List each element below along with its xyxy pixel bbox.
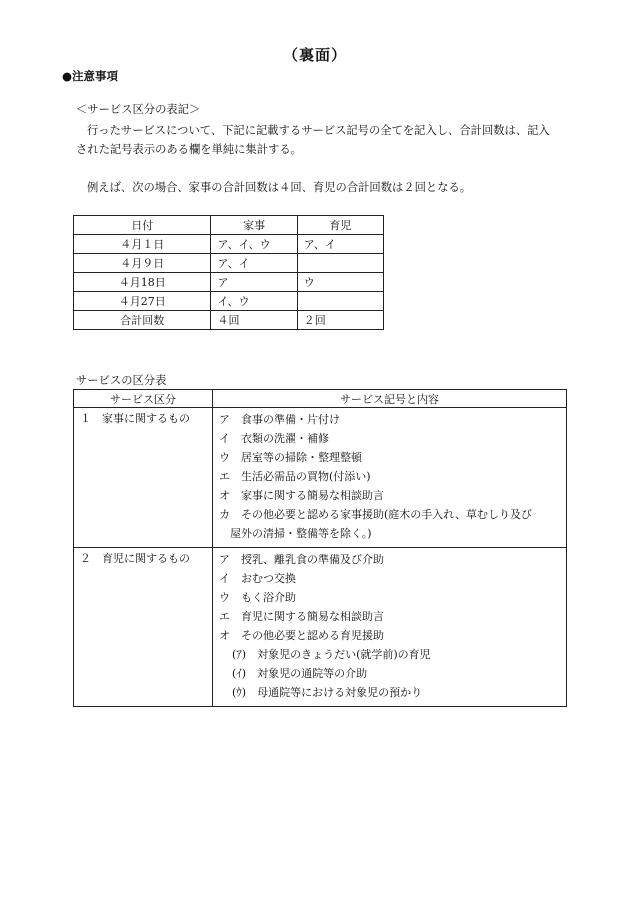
cell-housework: ア (211, 273, 297, 292)
table-header-row (74, 216, 384, 235)
table-row (74, 273, 384, 292)
cell-date: ４月27日 (74, 292, 211, 311)
cell-date: ４月９日 (74, 254, 211, 273)
notes-heading: ●注意事項 (62, 69, 119, 83)
table-row (74, 235, 384, 254)
header-date: 日付 (74, 216, 211, 235)
header-childcare: 育児 (297, 216, 383, 235)
table-header-row (74, 390, 567, 408)
sub-list-item: (ｱ) 対象児のきょうだい(就学前)の育児 (232, 648, 431, 661)
instruction-line-2: された記号表示のある欄を単純に集計する。 (76, 143, 302, 156)
cell-housework: ア、イ (211, 254, 297, 273)
section-title: ＜サービス区分の表記＞ (76, 103, 201, 116)
cell-date: ４月１日 (74, 235, 211, 254)
table-row (74, 254, 384, 273)
sub-list-item: (ｲ) 対象児の通院等の介助 (232, 667, 368, 680)
cell-childcare (297, 254, 383, 273)
cell-total-childcare: ２回 (297, 311, 383, 330)
list-item: ウ もく浴介助 (219, 591, 296, 604)
classification-table-caption: サービスの区分表 (76, 374, 167, 387)
list-item: ア 授乳、離乳食の準備及び介助 (219, 553, 384, 566)
cell-childcare: ウ (297, 273, 383, 292)
header-service-code: サービス記号と内容 (213, 390, 567, 408)
table-row (74, 548, 567, 707)
list-item: エ 生活必需品の買物(付添い) (219, 470, 371, 483)
example-text: 例えば、次の場合、家事の合計回数は４回、育児の合計回数は２回となる。 (87, 181, 472, 194)
table-row (74, 292, 384, 311)
housework-items (213, 408, 567, 548)
list-item: ウ 居室等の掃除・整理整頓 (219, 451, 362, 464)
cell-childcare (297, 292, 383, 311)
list-item: カ その他必要と認める家事援助(庭木の手入れ、草むしり及び (219, 508, 532, 521)
example-table (73, 215, 384, 330)
list-item-continuation: 屋外の清掃・整備等を除く。) (230, 527, 372, 540)
list-item: オ 家事に関する簡易な相談助言 (219, 489, 384, 502)
list-item: ア 食事の準備・片付け (219, 413, 340, 426)
cell-housework: イ、ウ (211, 292, 297, 311)
page-title: （裏面） (282, 46, 347, 64)
list-item: エ 育児に関する簡易な相談助言 (219, 610, 384, 623)
cell-date: ４月18日 (74, 273, 211, 292)
category-childcare: ２ 育児に関するもの (74, 548, 213, 707)
header-category: サービス区分 (74, 390, 213, 408)
total-row (74, 311, 384, 330)
sub-list-item: (ｳ) 母通院等における対象児の預かり (232, 686, 423, 699)
category-housework: １ 家事に関するもの (74, 408, 213, 548)
header-housework: 家事 (211, 216, 297, 235)
cell-housework: ア、イ、ウ (211, 235, 297, 254)
cell-childcare: ア、イ (297, 235, 383, 254)
cell-total-label: 合計回数 (74, 311, 211, 330)
list-item: イ おむつ交換 (219, 572, 296, 585)
list-item: オ その他必要と認める育児援助 (219, 629, 384, 642)
table-row (74, 408, 567, 548)
cell-total-housework: ４回 (211, 311, 297, 330)
classification-table (73, 389, 567, 707)
list-item: イ 衣類の洗濯・補修 (219, 432, 329, 445)
instruction-line-1: 行ったサービスについて、下記に記載するサービス記号の全てを記入し、合計回数は、記入 (87, 124, 550, 137)
childcare-items (213, 548, 567, 707)
